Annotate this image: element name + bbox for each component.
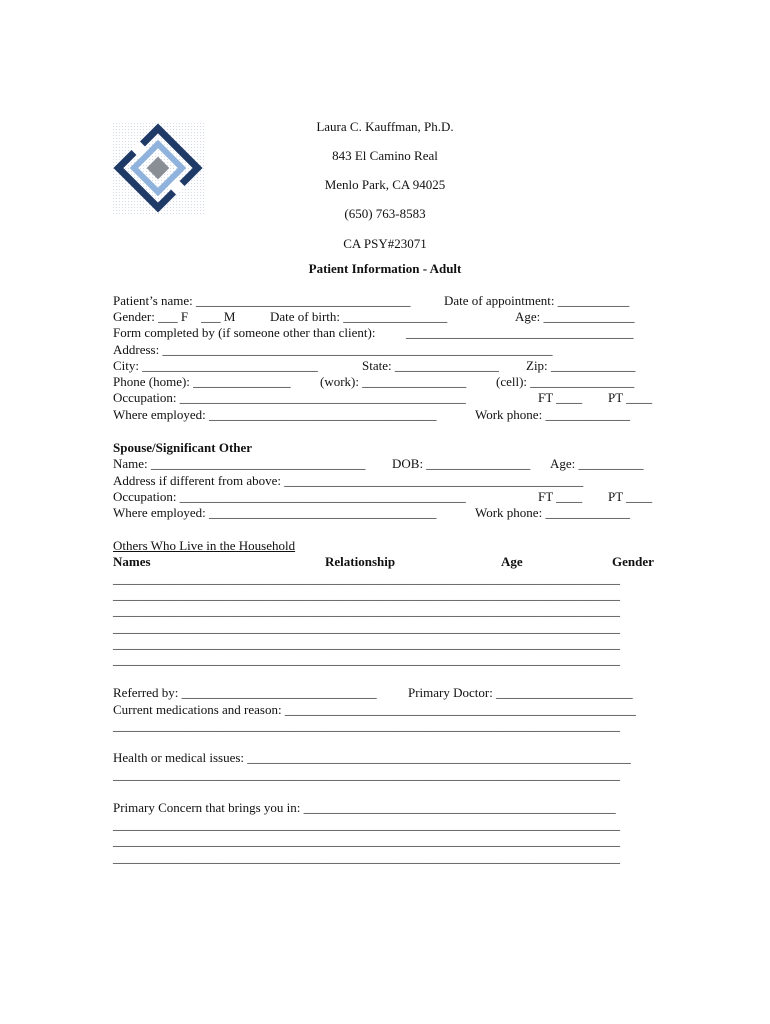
column-gender: Gender <box>612 554 654 569</box>
spouse-address-field[interactable]: Address if different from above: ______________________________________________ <box>113 473 584 488</box>
practice-logo <box>112 122 204 214</box>
household-heading: Others Who Live in the Household <box>113 538 296 553</box>
primary-concern-field[interactable]: Primary Concern that brings you in: ________________________________________________ <box>113 800 616 815</box>
health-issues-field[interactable]: Health or medical issues: ___________________________________________________________ <box>113 750 631 765</box>
spouse-employer-field[interactable]: Where employed: ___________________________________ <box>113 505 437 520</box>
cell-phone-field[interactable]: (cell): ________________ <box>496 374 635 389</box>
concern-continued-line[interactable]: ______________________________________________________________________________ <box>113 850 620 865</box>
occupation-field[interactable]: Occupation: ____________________________________________ <box>113 390 466 405</box>
employer-phone-field[interactable]: Work phone: _____________ <box>475 407 630 422</box>
state-field[interactable]: State: ________________ <box>362 358 499 373</box>
column-age: Age <box>501 554 523 569</box>
part-time-field[interactable]: PT ____ <box>608 390 653 405</box>
medications-continued-line[interactable]: ______________________________________________________________________________ <box>113 718 620 733</box>
spouse-part-time-field[interactable]: PT ____ <box>608 489 653 504</box>
age-field[interactable]: Age: ______________ <box>515 309 635 324</box>
household-row[interactable]: ______________________________________________________________________________ <box>113 652 620 667</box>
spouse-age-field[interactable]: Age: __________ <box>550 456 644 471</box>
concern-continued-line[interactable]: ______________________________________________________________________________ <box>113 817 620 832</box>
concern-continued-line[interactable]: ______________________________________________________________________________ <box>113 833 620 848</box>
home-phone-field[interactable]: Phone (home): _______________ <box>113 374 291 389</box>
household-row[interactable]: ______________________________________________________________________________ <box>113 587 620 602</box>
completed-by-label: Form completed by (if someone other than client): <box>113 325 376 340</box>
column-relationship: Relationship <box>325 554 396 569</box>
employer-field[interactable]: Where employed: ___________________________________ <box>113 407 437 422</box>
work-phone-field[interactable]: (work): ________________ <box>320 374 467 389</box>
primary-doctor-field[interactable]: Primary Doctor: _____________________ <box>408 685 633 700</box>
form-title: Patient Information - Adult <box>308 261 462 276</box>
column-names: Names <box>113 554 151 569</box>
provider-city: Menlo Park, CA 94025 <box>324 177 446 192</box>
provider-license: CA PSY#23071 <box>343 236 427 251</box>
medications-field[interactable]: Current medications and reason: ______________________________________________________ <box>113 702 636 717</box>
city-field[interactable]: City: ___________________________ <box>113 358 318 373</box>
household-row[interactable]: ______________________________________________________________________________ <box>113 636 620 651</box>
referred-by-field[interactable]: Referred by: ______________________________ <box>113 685 377 700</box>
gender-field[interactable]: Gender: ___ F ___ M <box>113 309 236 324</box>
spouse-full-time-field[interactable]: FT ____ <box>538 489 583 504</box>
spouse-heading: Spouse/Significant Other <box>113 440 253 455</box>
zip-field[interactable]: Zip: _____________ <box>526 358 636 373</box>
provider-phone: (650) 763-8583 <box>344 206 426 221</box>
provider-street: 843 El Camino Real <box>332 148 438 163</box>
full-time-field[interactable]: FT ____ <box>538 390 583 405</box>
household-row[interactable]: ______________________________________________________________________________ <box>113 603 620 618</box>
birth-date-field[interactable]: Date of birth: ________________ <box>270 309 448 324</box>
address-field[interactable]: Address: ____________________________________________________________ <box>113 342 553 357</box>
provider-name: Laura C. Kauffman, Ph.D. <box>316 119 454 134</box>
household-row[interactable]: ______________________________________________________________________________ <box>113 571 620 586</box>
spouse-occupation-field[interactable]: Occupation: ____________________________________________ <box>113 489 466 504</box>
appointment-date-field[interactable]: Date of appointment: ___________ <box>444 293 630 308</box>
spouse-dob-field[interactable]: DOB: ________________ <box>392 456 531 471</box>
spouse-work-phone-field[interactable]: Work phone: _____________ <box>475 505 630 520</box>
health-continued-line[interactable]: ______________________________________________________________________________ <box>113 767 620 782</box>
patient-name-field[interactable]: Patient’s name: _________________________________ <box>113 293 411 308</box>
completed-by-field[interactable]: ___________________________________ <box>406 325 634 340</box>
household-row[interactable]: ______________________________________________________________________________ <box>113 620 620 635</box>
spouse-name-field[interactable]: Name: _________________________________ <box>113 456 366 471</box>
